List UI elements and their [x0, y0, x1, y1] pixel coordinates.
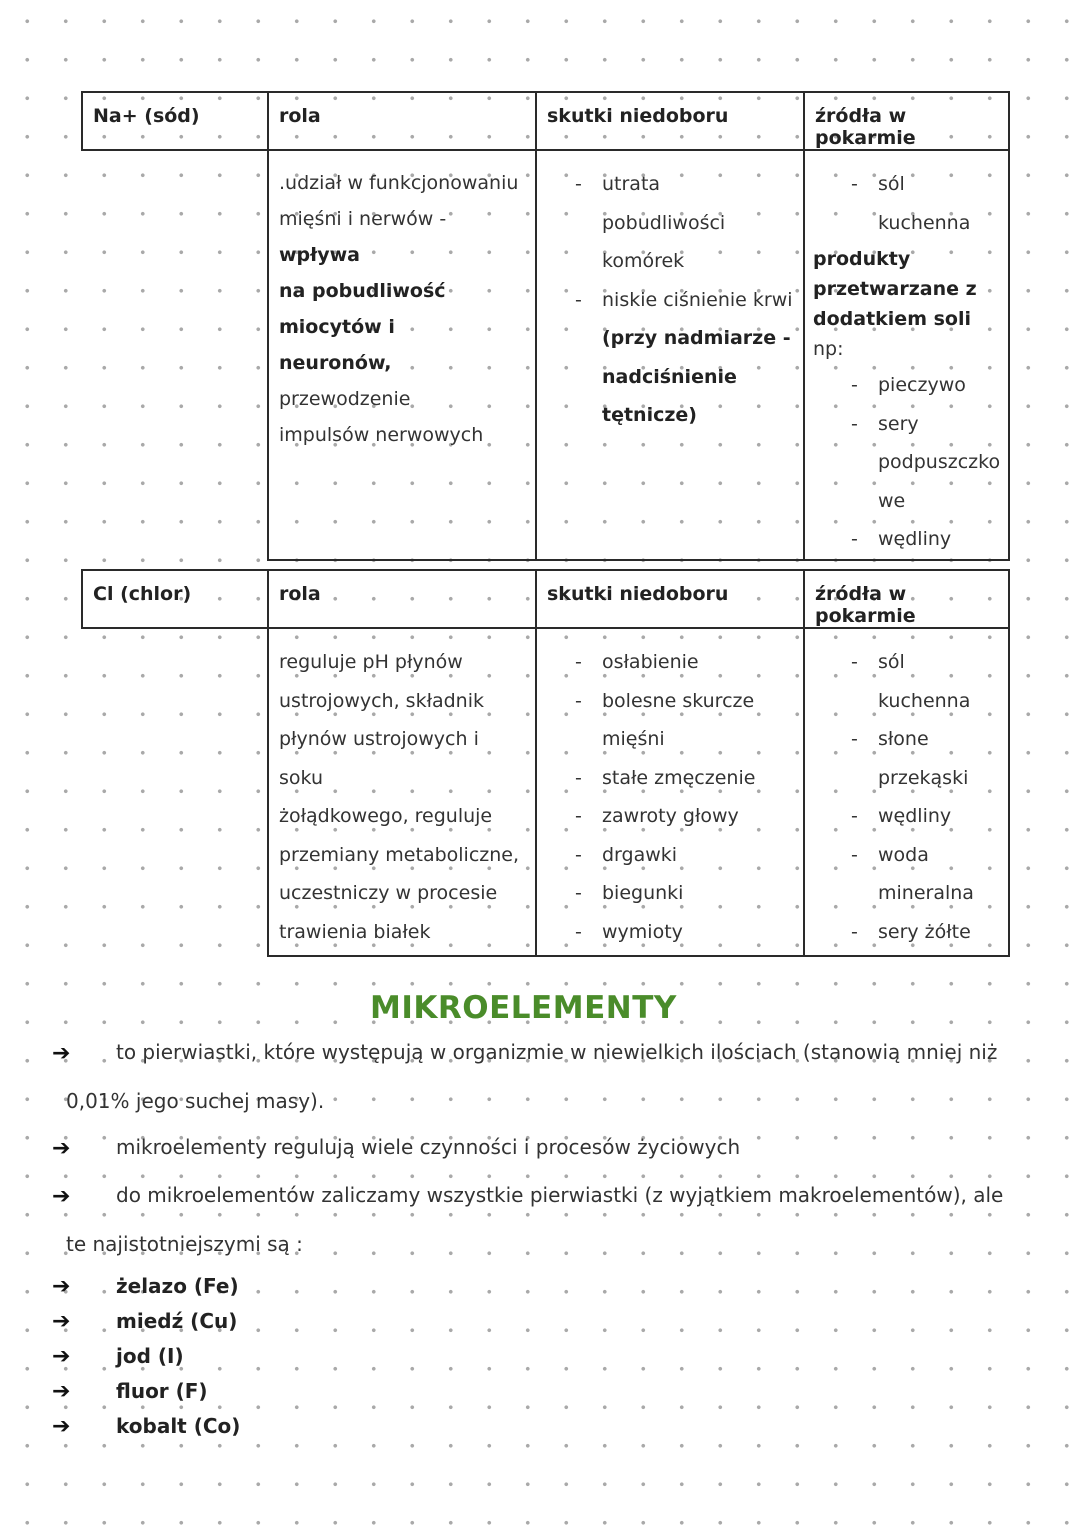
list-item: - woda: [813, 836, 1000, 875]
chlorine-role-line: żołądkowego, reguluje: [279, 805, 493, 827]
sodium-table: [81, 91, 1010, 561]
sodium-header-sources: źródła w pokarmie: [804, 92, 1009, 150]
sodium-sources-note-line: produkty: [813, 248, 911, 270]
sodium-sources-cell: [804, 150, 1009, 560]
list-item: - słone: [813, 720, 1000, 759]
sodium-role-text: przewodzenie: [279, 388, 411, 410]
arrow-icon: ➔: [52, 1414, 71, 1439]
sodium-header-deficiency: skutki niedoboru: [536, 92, 804, 150]
list-item: - bolesne skurcze: [537, 682, 795, 721]
arrow-icon: ➔: [52, 1184, 71, 1209]
sodium-deficiency-cell: [536, 150, 804, 560]
list-item: - wędliny: [813, 797, 1000, 836]
sodium-sources-note-text: np:: [813, 338, 844, 360]
list-item: nadciśnienie: [602, 365, 737, 388]
arrow-icon: ➔: [52, 1274, 71, 1299]
paragraph-line: do mikroelementów zaliczamy wszystkie pierwiastki (z wyjątkiem makroelementów), ale: [116, 1183, 1004, 1207]
sodium-role-line: [279, 201, 527, 273]
chlorine-deficiency-list: [537, 643, 795, 951]
paragraph-line: 0,01% jego suchej masy).: [66, 1089, 325, 1113]
element-item: jod (I): [116, 1344, 184, 1368]
list-item: - sery: [813, 405, 1000, 444]
chlorine-role-line: przemiany metaboliczne,: [279, 843, 520, 866]
sodium-body-row: [82, 150, 1009, 560]
sodium-deficiency-list: [537, 165, 795, 435]
sodium-role-line-bold: na pobudliwość miocytów i: [279, 280, 446, 338]
list-item: - utrata: [537, 165, 795, 204]
sodium-sources-note-line: [813, 304, 1000, 364]
arrow-icon: ➔: [52, 1309, 71, 1334]
sodium-role-cell: [268, 150, 536, 560]
list-item: - osłabienie: [537, 643, 795, 682]
list-item: tętnicze): [602, 404, 697, 426]
chlorine-role-line: ustrojowych, składnik: [279, 689, 484, 712]
sodium-empty-cell: [82, 150, 268, 560]
list-item: - wędliny: [813, 520, 1000, 559]
list-item: - stałe zmęczenie: [537, 759, 795, 798]
chlorine-sources-cell: [804, 628, 1009, 956]
paragraph-line: mikroelementy regulują wiele czynności i procesów życiowych: [116, 1135, 741, 1159]
list-item: - sól: [813, 165, 1000, 204]
sodium-sources-note-line: przetwarzane z: [813, 278, 977, 300]
list-item: - drgawki: [537, 836, 795, 875]
chlorine-header-element: Cl (chlor): [82, 570, 268, 628]
chlorine-header-sources: źródła w pokarmie: [804, 570, 1009, 628]
paragraph-line: te najistotniejszymi są :: [66, 1232, 303, 1256]
chlorine-role-line: trawienia białek: [279, 920, 431, 943]
list-item: - wymioty: [537, 913, 795, 952]
list-item: komórek: [602, 250, 685, 272]
list-item: mięśni: [602, 728, 665, 750]
arrow-icon: ➔: [52, 1344, 71, 1369]
element-item: fluor (F): [116, 1379, 208, 1403]
chlorine-body-row: [82, 628, 1009, 956]
chlorine-sources-list: [813, 643, 1000, 951]
list-item: we: [878, 489, 906, 512]
list-item: - niskie ciśnienie krwi: [537, 281, 795, 320]
sodium-role-line: impulsów nerwowych: [279, 424, 484, 446]
sodium-sources-list-2: [813, 366, 1000, 559]
list-item: - pieczywo: [813, 366, 1000, 405]
sodium-sources-list: [813, 165, 1000, 242]
arrow-icon: ➔: [52, 1136, 71, 1161]
chlorine-role-line: płynów ustrojowych i soku: [279, 728, 479, 789]
list-item: pobudliwości: [602, 211, 726, 234]
element-item: miedź (Cu): [116, 1309, 238, 1333]
element-item: żelazo (Fe): [116, 1274, 239, 1298]
sodium-role-line: .udział w funkcjonowaniu: [279, 172, 519, 194]
chlorine-role-line: uczestniczy w procesie: [279, 882, 498, 904]
chlorine-table: [81, 569, 1010, 957]
arrow-icon: ➔: [52, 1379, 71, 1404]
chlorine-role-line: reguluje pH płynów: [279, 651, 463, 673]
arrow-icon: ➔: [52, 1041, 71, 1066]
sodium-role-text: mięśni i nerwów -: [279, 208, 447, 230]
list-item: - zawroty głowy: [537, 797, 795, 836]
list-item: - biegunki: [537, 874, 795, 913]
list-item: - sery żółte: [813, 913, 1000, 952]
sodium-header-element: Na+ (sód): [82, 92, 268, 150]
section-title: MIKROELEMENTY: [370, 990, 677, 1026]
list-item: podpuszczko: [878, 451, 1001, 473]
chlorine-header-row: [82, 570, 1009, 628]
sodium-header-role: rola: [268, 92, 536, 150]
sodium-role-bold: neuronów,: [279, 352, 392, 374]
paragraph-line: to pierwiastki, które występują w organizmie w niewielkich ilościach (stanowią mniej niż: [116, 1040, 998, 1064]
element-item: kobalt (Co): [116, 1414, 241, 1438]
list-item: kuchenna: [878, 689, 971, 712]
sodium-role-line: [279, 345, 527, 417]
list-item: kuchenna: [878, 211, 971, 234]
sodium-sources-note-bold: dodatkiem soli: [813, 308, 971, 330]
chlorine-empty-cell: [82, 628, 268, 956]
list-item: - sól: [813, 643, 1000, 682]
sodium-sources-note: [813, 244, 1000, 364]
chlorine-header-role: rola: [268, 570, 536, 628]
chlorine-role-cell: [268, 628, 536, 956]
list-item: (przy nadmiarze -: [602, 327, 791, 349]
list-item: mineralna: [878, 882, 974, 904]
sodium-header-row: [82, 92, 1009, 150]
sodium-role-bold: wpływa: [279, 244, 360, 266]
list-item: przekąski: [878, 766, 969, 789]
chlorine-deficiency-cell: [536, 628, 804, 956]
chlorine-header-deficiency: skutki niedoboru: [536, 570, 804, 628]
